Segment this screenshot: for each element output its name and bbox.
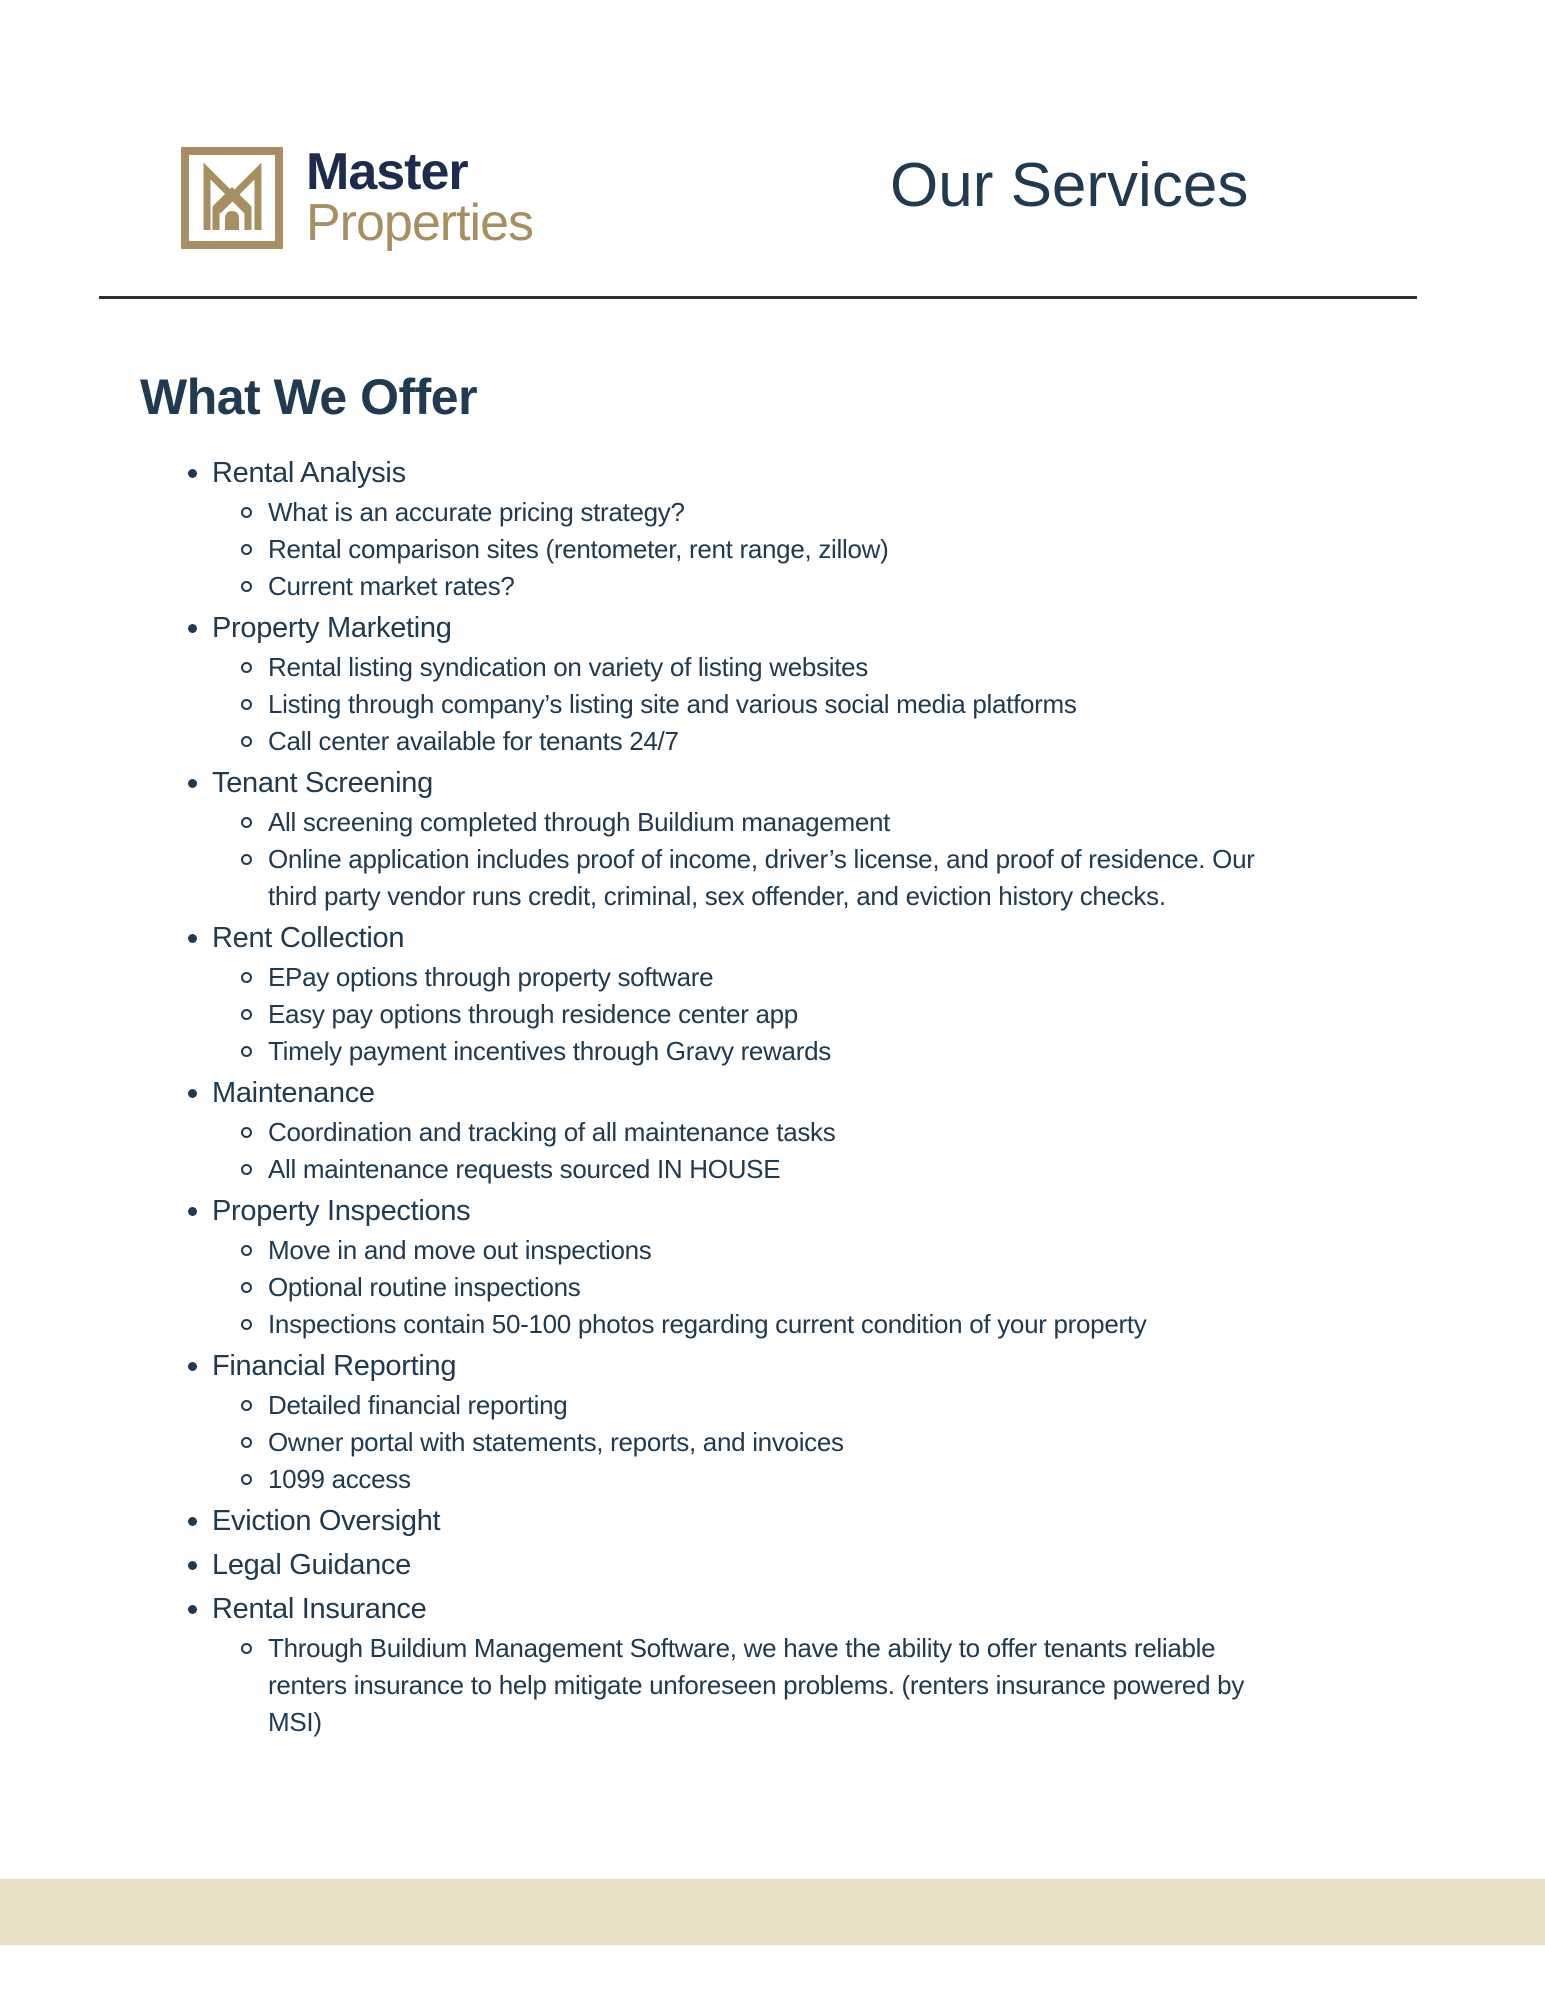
service-item-label: Legal Guidance bbox=[0, 1544, 1545, 1586]
service-item bbox=[0, 1544, 1545, 1586]
service-sublist bbox=[0, 1387, 1545, 1498]
service-subitem: Call center available for tenants 24/7 bbox=[0, 723, 1280, 760]
service-subitem: Rental listing syndication on variety of listing websites bbox=[0, 649, 1280, 686]
service-sublist bbox=[0, 1232, 1545, 1343]
brand-logo bbox=[180, 143, 533, 252]
service-sublist bbox=[0, 1630, 1545, 1741]
service-subitem: All maintenance requests sourced IN HOUSE bbox=[0, 1151, 1280, 1188]
service-item-label: Property Marketing bbox=[0, 607, 1545, 649]
service-subitem: Timely payment incentives through Gravy rewards bbox=[0, 1033, 1280, 1070]
service-sublist bbox=[0, 494, 1545, 605]
page-title: Our Services bbox=[890, 151, 1249, 220]
service-item-label: Eviction Oversight bbox=[0, 1500, 1545, 1542]
house-m-monogram-icon bbox=[180, 146, 284, 250]
service-sublist bbox=[0, 804, 1545, 915]
service-subitem: Detailed financial reporting bbox=[0, 1387, 1280, 1424]
service-item-label: Rental Insurance bbox=[0, 1588, 1545, 1630]
service-item-label: Tenant Screening bbox=[0, 762, 1545, 804]
service-item bbox=[0, 917, 1545, 1070]
service-item bbox=[0, 1072, 1545, 1188]
header-divider-rule bbox=[99, 296, 1417, 299]
service-sublist bbox=[0, 649, 1545, 760]
brand-name-properties: Properties bbox=[306, 194, 533, 252]
service-subitem: Optional routine inspections bbox=[0, 1269, 1280, 1306]
brand-name-master: Master bbox=[306, 143, 468, 201]
service-sublist bbox=[0, 1114, 1545, 1188]
service-item bbox=[0, 607, 1545, 760]
service-item-label: Rent Collection bbox=[0, 917, 1545, 959]
service-subitem: What is an accurate pricing strategy? bbox=[0, 494, 1280, 531]
service-item bbox=[0, 1500, 1545, 1542]
service-item bbox=[0, 762, 1545, 915]
service-subitem: Current market rates? bbox=[0, 568, 1280, 605]
service-subitem: Rental comparison sites (rentometer, rent range, zillow) bbox=[0, 531, 1280, 568]
service-subitem: EPay options through property software bbox=[0, 959, 1280, 996]
service-item bbox=[0, 1588, 1545, 1741]
service-subitem: Online application includes proof of income, driver’s license, and proof of residence. Our third party vendor runs credit, criminal, sex offender, and eviction history checks. bbox=[0, 841, 1280, 915]
service-subitem: Coordination and tracking of all maintenance tasks bbox=[0, 1114, 1280, 1151]
service-item-label: Property Inspections bbox=[0, 1190, 1545, 1232]
service-subitem: Inspections contain 50-100 photos regarding current condition of your property bbox=[0, 1306, 1280, 1343]
service-sublist bbox=[0, 959, 1545, 1070]
service-subitem: Easy pay options through residence center app bbox=[0, 996, 1280, 1033]
service-subitem: Through Buildium Management Software, we have the ability to offer tenants reliable renters insurance to help mitigate unforeseen problems. (renters insurance powered by MSI) bbox=[0, 1630, 1280, 1741]
service-item bbox=[0, 452, 1545, 605]
services-list bbox=[0, 450, 1545, 1741]
service-subitem: Listing through company’s listing site and various social media platforms bbox=[0, 686, 1280, 723]
service-item-label: Financial Reporting bbox=[0, 1345, 1545, 1387]
service-subitem: All screening completed through Buildium management bbox=[0, 804, 1280, 841]
service-subitem: Owner portal with statements, reports, and invoices bbox=[0, 1424, 1280, 1461]
service-item bbox=[0, 1190, 1545, 1343]
service-item bbox=[0, 1345, 1545, 1498]
service-subitem: 1099 access bbox=[0, 1461, 1280, 1498]
service-subitem: Move in and move out inspections bbox=[0, 1232, 1280, 1269]
brand-wordmark bbox=[306, 143, 533, 252]
footer-accent-band bbox=[0, 1879, 1545, 1945]
service-item-label: Maintenance bbox=[0, 1072, 1545, 1114]
section-heading: What We Offer bbox=[140, 369, 478, 425]
service-item-label: Rental Analysis bbox=[0, 452, 1545, 494]
